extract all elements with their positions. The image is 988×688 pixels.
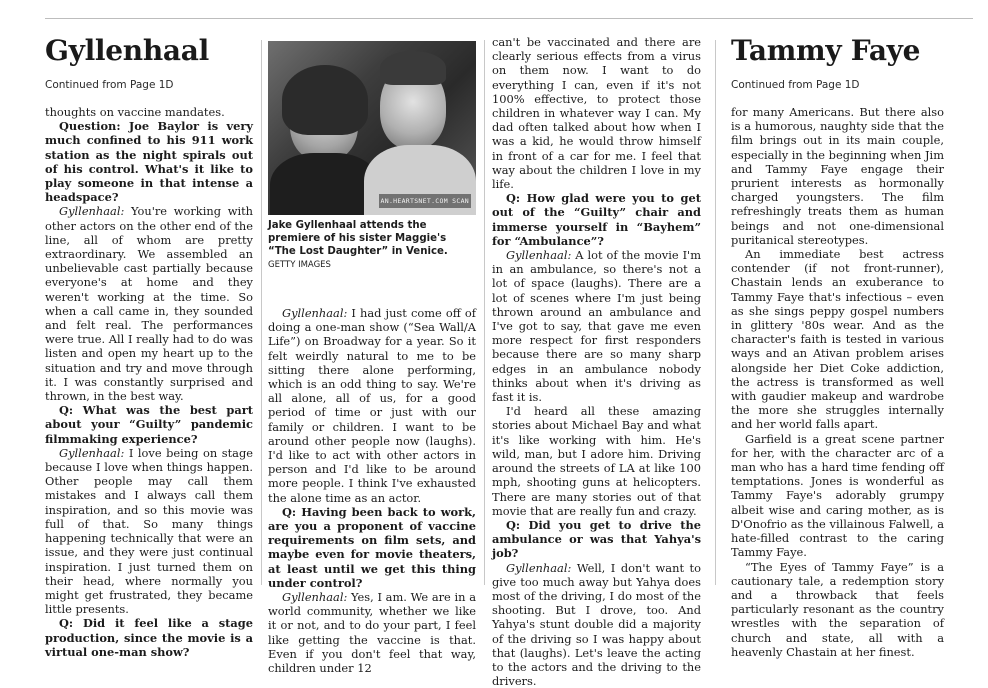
answer-text: Well, I don't want to give too much away but Yahya does most of the driving, I do most of the shooting. But I drove, too. And Yahya's stunt double did a majority of the driving so I was happy about that (laughs). Let's leave the acting to the actors and the driving to the drivers.: [492, 560, 701, 688]
interview-answer: [492, 248, 701, 404]
photo-hair-woman: [282, 65, 368, 135]
headline-gyllenhaal: Gyllenhaal: [45, 34, 209, 67]
body-paragraph: thoughts on vaccine mandates.: [45, 105, 225, 119]
speaker-name: Gyllenhaal:: [59, 445, 125, 460]
column-3: [492, 35, 701, 688]
speaker-name: Gyllenhaal:: [282, 590, 348, 605]
interview-question: Q: Did you get to drive the ambulance or was that Yahya's job?: [492, 517, 701, 561]
body-paragraph: for many Americans. But there also is a humorous, naughty side that the film brings out in its main couple, especially in the beginning when Jim and Tammy Faye engage their prurient interests as hormonally charged youngsters. The film refreshingly treats them as human beings and not one-dimensional puritanical stereotypes.: [731, 105, 944, 247]
story-divider: [715, 40, 716, 585]
photo-caption-text: Jake Gyllenhaal attends the premiere of his sister Maggie's “The Lost Daughter” in Venice.: [268, 220, 448, 257]
speaker-name: Gyllenhaal:: [282, 306, 348, 320]
answer-text: You're working with other actors on the other end of the line, all of whom are pretty extraordinary. We assembled an unbelievable cast partially because everyone's at home and they weren't working at the time. So when a call came in, they sounded and felt real. The performances were true. All I really had to do was listen and open my heart up to the situation and try and move through it. I was constantly surprised and thrown, in the best way.: [45, 204, 253, 404]
answer-text: Yes, I am. We are in a world community, whether we like it or not, and to do your part, I feel like getting the vaccine is that. Even if you don't feel that way, children under 12: [268, 590, 476, 676]
interview-question: Q: Having been back to work, are you a proponent of vaccine requirements on film sets, and maybe even for movie theaters, at least until we get this thing under control?: [268, 504, 476, 590]
answer-text: I had just come off of doing a one-man show (“Sea Wall/A Life”) on Broadway for a year. So it felt weirdly natural to me to be sitting there alone performing, which is an odd thing to say. We're all alone, all of us, for a good period of time or just with our family or children. I want to be around other people now (laughs). I'd like to act with other actors in person and I'd like to be around more people. I think I've exhausted the alone time as an actor.: [268, 306, 476, 505]
continued-line-gyllenhaal: Continued from Page 1D: [45, 79, 174, 91]
interview-answer: [268, 590, 476, 675]
column-divider: [261, 40, 262, 585]
answer-text: I love being on stage because I love when things happen. Other people may call them mistakes and I always call them inspiration, and so this movie was full of that. So many things happening technically that were an issue, and they were just continual inspiration. I just turned them on their head, where normally you might get frustrated, they became little presents.: [45, 445, 253, 617]
speaker-name: Gyllenhaal:: [59, 204, 125, 219]
column-3-body: [492, 35, 701, 688]
interview-answer: [45, 446, 253, 616]
photo-watermark: AN.HEARTSNET.COM SCAN: [379, 194, 471, 208]
body-paragraph: Garfield is a great scene partner for her, with the character arc of a man who has a hard time fending off temptations. Jones is wonderful as Tammy Faye's adorably grumpy albeit wise and caring mother, as is D'Onofrio as the villainous Falwell, a hate-filled contrast to the caring Tammy Faye.: [731, 431, 944, 560]
body-paragraph: can't be vaccinated and there are clearly serious effects from a virus on them now. I want to do everything I can, even if it's not 100% effective, to protect those children in whatever way I can. My dad often talked about how when I was a kid, he would throw himself in front of a car for me. I feel that way about the children I love in my life.: [492, 35, 701, 192]
column-1-body: [45, 105, 253, 659]
speaker-name: Gyllenhaal:: [506, 248, 572, 263]
column-2-body: [268, 306, 476, 675]
speaker-name: Gyllenhaal:: [506, 560, 572, 575]
column-4: [731, 35, 944, 659]
interview-question: Q: What was the best part about your “Guilty” pandemic filmmaking experience?: [45, 403, 253, 446]
column-2: [268, 35, 476, 675]
headline-tammy-faye: Tammy Faye: [731, 34, 921, 67]
photo-caption: [268, 219, 476, 272]
interview-question: Q: Did it feel like a stage production, since the movie is a virtual one-man show?: [45, 616, 253, 659]
interview-question: Question: Joe Baylor is very much confined to his 911 work station as the night spirals out of his control. What's it like to play someone in that intense a headspace?: [45, 119, 253, 205]
body-paragraph: An immediate best actress contender (if not front-runner), Chastain lends an exuberance to Tammy Faye that's infectious – even as she sings peppy gospel numbers in glittery '80s wear. And as the character's faith is tested in various ways and an Ativan problem arises alongside her Diet Coke addiction, the actress is transformed as well with gaudier makeup and wardrobe the more she struggles internally and her world falls apart.: [731, 247, 944, 432]
column-1: [45, 35, 253, 659]
column-4-body: [731, 105, 944, 659]
continued-line-tammy-faye: Continued from Page 1D: [731, 79, 860, 91]
body-paragraph: I'd heard all these amazing stories about Michael Bay and what it's like working with him. He's wild, man, but I adore him. Driving around the streets of LA at like 100 mph, shooting guns at helicopters. There are many stories out of that movie that are really fun and crazy.: [492, 404, 701, 518]
interview-answer: [268, 306, 476, 505]
interview-answer: [45, 204, 253, 403]
body-paragraph: “The Eyes of Tammy Faye” is a cautionary tale, a redemption story and a throwback that feels particularly resonant as the country wrestles with the separation of church and state, all with a heavenly Chastain at her finest.: [731, 559, 944, 659]
photo-jake-maggie-gyllenhaal: [268, 41, 476, 215]
photo-credit: GETTY IMAGES: [268, 260, 331, 270]
photo-hair-man: [380, 51, 446, 85]
interview-question: Q: How glad were you to get out of the “Guilty” chair and immerse yourself in “Bayhem” for “Ambulance”?: [492, 191, 701, 248]
interview-answer: [492, 561, 701, 688]
top-rule: [45, 18, 973, 19]
answer-text: A lot of the movie I'm in an ambulance, so there's not a lot of space (laughs). There are a lot of scenes where I'm just being thrown around an ambulance and I've got to say, that gave me even more respect for first responders because there are so many sharp edges in an ambulance nobody thinks about when it's driving as fast it is.: [492, 248, 701, 405]
column-divider: [484, 40, 485, 585]
